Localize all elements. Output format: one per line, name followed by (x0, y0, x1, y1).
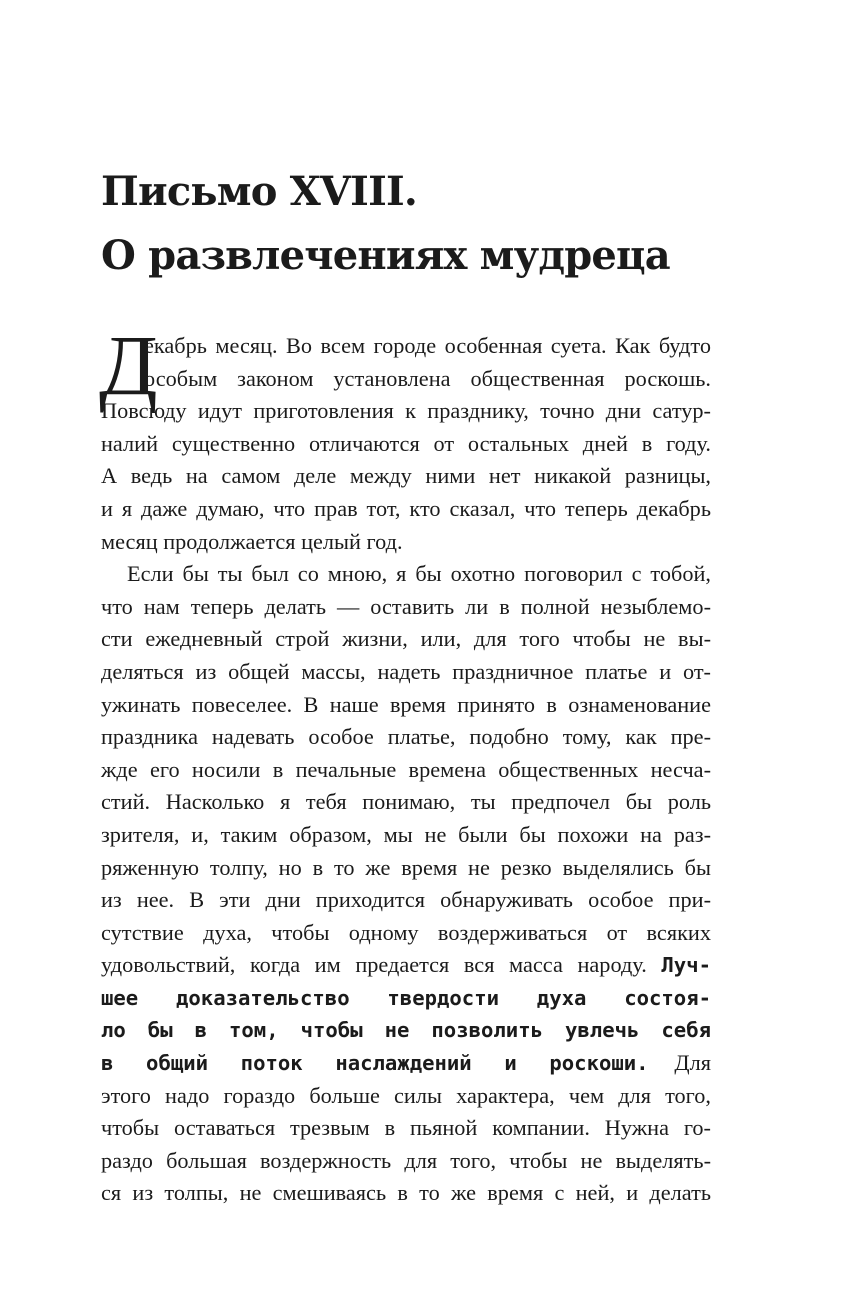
text-segment: Для (648, 1050, 711, 1076)
text-line: А ведь на самом деле между ними нет никакой разницы, (101, 463, 711, 489)
text-line: Повсюду идут приготовления к празднику, точно дни сатур- (101, 398, 711, 424)
text-line: ряженную толпу, но в то же время не резко выделялись бы (101, 854, 711, 880)
text-line: особым законом установлена общественная роскошь. (144, 365, 711, 391)
emphasis-line: шее доказательство твердости духа состоя- (101, 985, 711, 1010)
text-line: из нее. В эти дни приходится обнаруживать особое при- (101, 887, 711, 913)
text-line: зрителя, и, таким образом, мы не были бы похожи на раз- (101, 821, 711, 847)
text-line: екабрь месяц. Во всем городе особенная суета. Как будто (144, 333, 711, 358)
chapter-body (99, 317, 711, 1210)
text-segment: удовольствий, когда им предается вся масса народу. (101, 952, 662, 978)
text-line: что нам теперь делать — оставить ли в полной незыблемо- (101, 593, 711, 619)
chapter-title (101, 160, 741, 288)
text-line: ужинать повеселее. В наше время принято в ознаменование (101, 691, 711, 717)
emphasis-line: ло бы в том, чтобы не позволить увлечь себя (101, 1018, 711, 1043)
text-line: Если бы ты был со мною, я бы охотно поговорил с тобой, (127, 561, 711, 587)
emphasis-segment: Луч- (661, 953, 711, 978)
text-line-mixed (101, 1047, 711, 1080)
text-line-mixed (101, 949, 711, 982)
text-line: сти ежедневный строй жизни, или, для того чтобы не вы- (101, 626, 711, 652)
text-line: раздо большая воздержность для того, чтобы не выделять- (101, 1147, 711, 1173)
text-line: налий существенно отличаются от остальных дней в году. (101, 430, 711, 456)
text-line: и я даже думаю, что прав тот, кто сказал, что теперь декабрь (101, 495, 711, 521)
text-line: этого надо гораздо больше силы характера, чем для того, (101, 1082, 711, 1108)
text-line: жде его носили в печальные времена общественных несча- (101, 756, 711, 782)
text-line: деляться из общей массы, надеть праздничное платье и от- (101, 658, 711, 684)
emphasis-segment: в общий поток наслаждений и роскоши. (101, 1051, 649, 1076)
text-line: праздника надевать особое платье, подобно тому, как пре- (101, 724, 711, 750)
text-line: сутствие духа, чтобы одному воздерживаться от всяких (101, 919, 711, 945)
text-line: ся из толпы, не смешиваясь в то же время с ней, и делать (101, 1180, 711, 1206)
drop-cap: Д (99, 317, 158, 413)
text-line: стий. Насколько я тебя понимаю, ты предпочел бы роль (101, 789, 711, 815)
text-line: чтобы оставаться трезвым в пьяной компании. Нужна го- (101, 1115, 711, 1141)
text-line: месяц продолжается целый год. (101, 528, 403, 554)
chapter-title-line-2: О развлечениях мудреца (101, 232, 670, 279)
chapter-title-line-1: Письмо XVIII. (101, 168, 418, 215)
